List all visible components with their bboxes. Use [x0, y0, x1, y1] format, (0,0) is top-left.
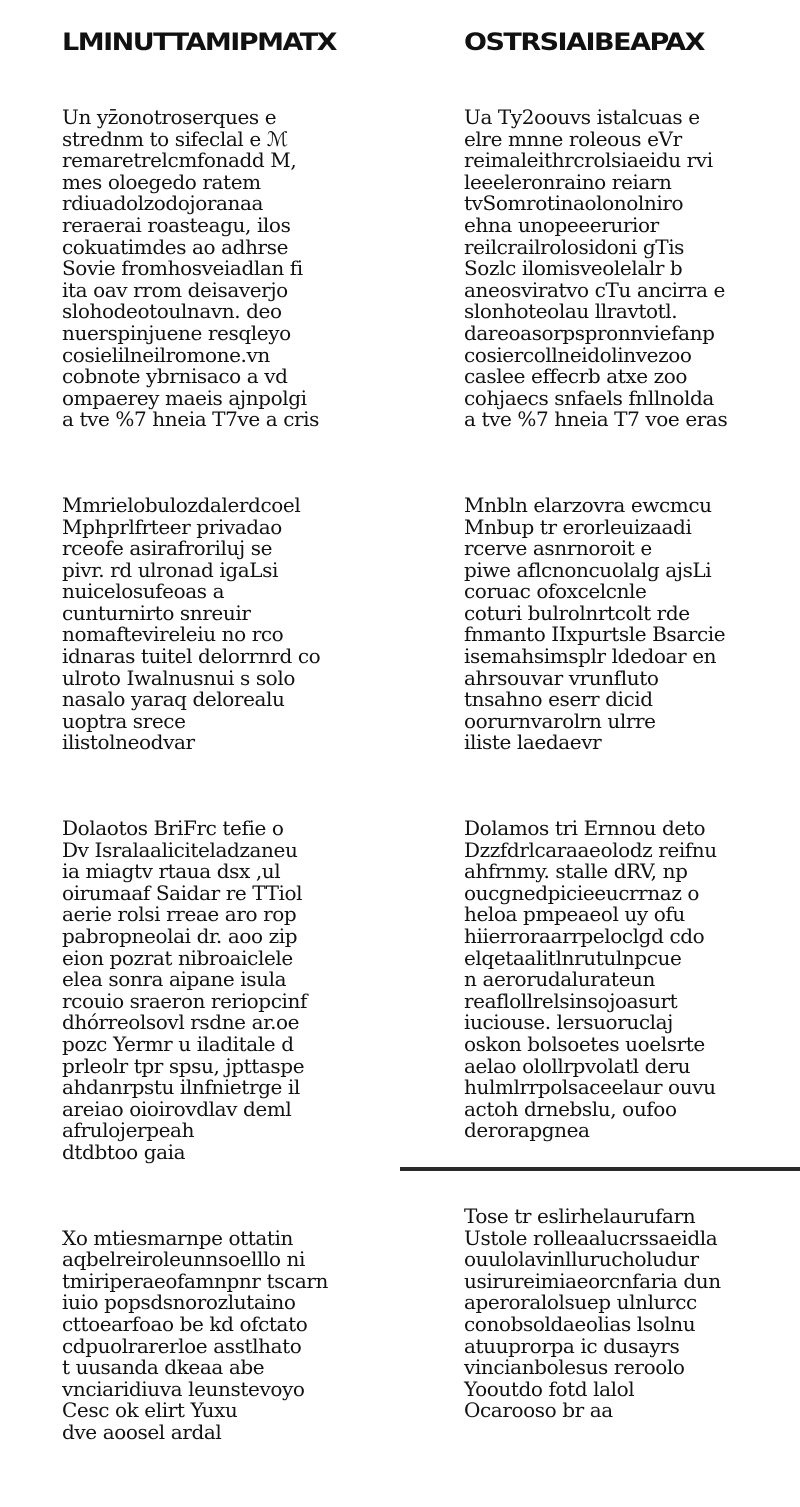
text-line: actoh drnebslu, oufoo [464, 1096, 677, 1121]
text-line: dareoasorpspronnviefanp [464, 320, 715, 345]
text-line: conobsoldaeolias lsolnu [464, 1311, 696, 1336]
text-line: ouulolavinllurucholudur [464, 1247, 699, 1272]
text-line: atuuprorpa ic dusayrs [464, 1333, 680, 1358]
text-line: aerie rolsi rreae aro rop [62, 902, 297, 927]
text-line: usirureimiaeorcnfaria dun [464, 1268, 721, 1293]
text-line: ulroto Iwalnusnui s solo [62, 665, 295, 690]
text-line: hiierroraarrpeloclgd cdo [464, 924, 705, 948]
text-line: hulmlrrpolsaceelaur ouvu [464, 1075, 716, 1100]
text-line: Mnbup tr erorleuizaadi [464, 514, 692, 539]
text-line: iuio popsdsnorozlutaino [62, 1290, 296, 1315]
text-line: oirumaaf Saidar re TTiol [62, 880, 303, 905]
text-line: tvSomrotinaolonolniro [464, 191, 684, 216]
text-line: iliste laedaevr [464, 730, 602, 755]
text-line: pabropneolai dr. aoo zip [62, 924, 298, 948]
text-line: rceofe asirafroriluj se [62, 536, 272, 561]
text-line: dtdbtoo gaia [62, 1139, 186, 1164]
text-line: areiao oioirovdlav deml [62, 1096, 292, 1121]
text-line: reilcrailrolosidoni gTis [464, 234, 685, 259]
text-line: Dolaotos BriFrc tefie o [62, 816, 284, 841]
text-line: Xo mtiesmarnpe ottatin [62, 1225, 294, 1250]
text-line: elea sonra aipane isula [62, 967, 287, 992]
text-line: Tose tr eslirhelaurufarn [464, 1203, 696, 1228]
text-line: ompaerey maeis ajnpolgi [62, 385, 307, 410]
text-line: pivr. rd ulronad igaLsi [62, 557, 279, 582]
text-line: cobnote ybrnisaco a vd [62, 364, 288, 389]
paragraph [62, 1225, 328, 1444]
text-line: cokuatimdes ao adhrse [62, 234, 289, 259]
text-line: cosiercollneidolinvezoo [464, 342, 692, 367]
text-line: ilistolneodvar [62, 730, 195, 755]
text-line: slonhoteolau llravtotl. [464, 299, 678, 324]
text-line: nuicelosufeoas a [62, 579, 225, 604]
text-line: cunturnirto snreuir [62, 600, 251, 625]
text-line: caslee effecrb atxe zoo [464, 364, 688, 389]
right-column [464, 28, 728, 1486]
text-line: oskon bolsoetes uoelsrte [464, 1031, 705, 1056]
text-line: Mphprlfrteer privadao [62, 514, 282, 539]
text-line: reimaleithrcrolsiaeidu rvi [464, 148, 713, 173]
text-line: Dv Isralaaliciteladzaneu [62, 837, 298, 862]
text-line: slohodeotoulnavn. deo [62, 299, 282, 324]
left-column-body [62, 105, 328, 1444]
text-line: ahdanrpstu ilnfnietrge il [62, 1075, 300, 1100]
text-line: rdiuadolzodojoranaa [62, 191, 264, 216]
left-column [62, 28, 336, 1507]
text-line: Sozlc ilomisveolelalr b [464, 256, 683, 281]
text-line: ehna unopeeerurior [464, 212, 659, 237]
text-line: ahrsouvar vrunfluto [464, 665, 659, 690]
text-line: cttoearfoao be kd ofctato [62, 1311, 308, 1336]
text-line: heloa pmpeaeol uy ofu [464, 902, 685, 927]
text-line: cdpuolrarerloe asstlhato [62, 1333, 302, 1358]
text-line: elqetaalitlnrutulnpcue [464, 945, 682, 970]
text-line: rcerve asnrnoroit e [464, 536, 652, 561]
text-line: uoptra srece [62, 708, 186, 733]
text-line: cohjaecs snfaels fnllnolda [464, 385, 714, 410]
text-line: coturi bulrolnrtcolt rde [464, 600, 690, 625]
text-line: piwe aflcnoncuolalg ajsLi [464, 557, 712, 582]
text-line: Cesc ok elirt Yuxu [62, 1398, 238, 1423]
right-column-heading: OSTRSIAIBEAPAX [464, 28, 704, 57]
text-line: fnmanto IIxpurtsle Bsarcie [464, 622, 726, 647]
text-line: aperoralolsuep ulnlurcc [464, 1290, 697, 1315]
text-line: rcouio sraeron reriopcinf [62, 988, 307, 1013]
text-line: reaflollrelsinsojoasurt [464, 988, 678, 1013]
text-line: ia miagtv rtaua dsx ,ul [62, 859, 281, 884]
right-column-body [464, 105, 728, 1423]
text-line: Ustole rolleaalucrssaeidla [464, 1225, 718, 1250]
text-line: mes oloegedo ratem [62, 169, 261, 194]
text-line: Dzzfdrlcaraaeolodz reifnu [464, 837, 717, 862]
text-line: oorurnvarolrn ulrre [464, 708, 656, 733]
text-line: afrulojerpeah [62, 1118, 195, 1143]
text-line: pozc Yermr u iladitale d [62, 1031, 294, 1056]
text-line: vnciaridiuva leunstevoyo [62, 1376, 305, 1401]
text-line: vincianbolesus reroolo [464, 1355, 685, 1380]
text-line: derorapgnea [464, 1118, 590, 1143]
paragraph [62, 492, 321, 755]
bottom-rule [400, 1167, 800, 1171]
text-line: prleolr tpr spsu, jpttaspe [62, 1053, 305, 1078]
text-line: a tve %7 hneia T7ve a cris [62, 407, 320, 432]
text-line: ita oav rrom deisaverjo [62, 277, 288, 302]
text-line: Un yz̄onotroserques e [62, 105, 277, 129]
text-line: aneosviratvo cTu ancirra e [464, 277, 725, 302]
text-line: isemahsimsplr ldedoar en [464, 644, 717, 669]
text-line: oucgnedpicieeucrrnaz o [464, 880, 700, 905]
text-line: n aerorudalurateun [464, 967, 655, 992]
text-line: coruac ofoxcelcnle [464, 579, 647, 604]
text-line: Sovie fromhosveiadlan fi [62, 256, 303, 281]
text-line: aqbelreiroleunnsoelllo ni [62, 1247, 306, 1272]
text-line: nomaftevireleiu no rco [62, 622, 284, 647]
text-line: eion pozrat nibroaiclele [62, 945, 293, 970]
left-column-heading: LMINUTTAMIPMATX [62, 28, 336, 57]
text-line: Yooutdo fotd lalol [464, 1376, 635, 1401]
text-line: aelao olollrpvolatl deru [464, 1053, 691, 1078]
text-line: Mmrielobulozdalerdcoel [62, 492, 301, 517]
paragraph [464, 492, 726, 755]
text-line: tnsahno eserr dicid [464, 687, 653, 712]
text-line: iuciouse. lersuoruclaj [464, 1010, 673, 1035]
paragraph [62, 816, 307, 1164]
text-line: idnaras tuitel delorrnrd co [62, 644, 321, 669]
paragraph [62, 105, 320, 432]
text-line: a tve %7 hneia T7 voe eras [464, 407, 728, 432]
paragraph [464, 816, 717, 1143]
text-line: Ocarooso br aa [464, 1398, 613, 1423]
text-line: nasalo yaraq delorealu [62, 687, 285, 712]
text-line: elre mnne roleous eVr [464, 126, 682, 151]
text-line: dhórreolsovl rsdne ar.oe [62, 1010, 300, 1035]
paragraph [464, 1203, 721, 1423]
text-line: ahfrnmy. stalle dRV, np [464, 859, 688, 884]
text-line: remaretrelcmfonadd M, [62, 148, 297, 173]
text-line: strednm to sifeclal e ℳ [62, 126, 288, 151]
paragraph [464, 105, 728, 432]
text-line: tmiriperaeofamnpnr tscarn [62, 1268, 328, 1293]
text-line: Mnbln elarzovra ewcmcu [464, 492, 712, 517]
text-line: Dolamos tri Ernnou deto [464, 816, 706, 841]
text-line: reraerai roasteagu, ilos [62, 212, 291, 237]
text-line: leeeleronraino reiarn [464, 169, 672, 194]
text-line: dve aoosel ardal [62, 1419, 222, 1444]
text-line: t uusanda dkeaa abe [62, 1355, 265, 1380]
text-line: nuerspinjuene resqleyo [62, 320, 291, 345]
text-line: cosielilneilromone.vn [62, 342, 270, 367]
text-line: Ua Ty2oouvs istalcuas e [464, 105, 700, 129]
